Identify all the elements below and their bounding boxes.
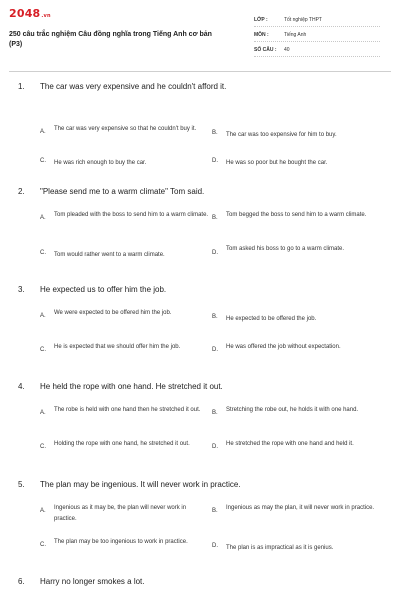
option-text: Tom pleaded with the boss to send him to a warm climate. xyxy=(54,212,209,218)
option-text: Tom would rather went to a warm climate. xyxy=(54,252,165,258)
option-text: He expected to be offered the job. xyxy=(226,316,317,322)
option-letter: D. xyxy=(212,543,218,549)
question-text: Harry no longer smokes a lot. xyxy=(40,577,145,586)
meta-question-count xyxy=(254,43,380,57)
meta-count-value: 40 xyxy=(284,47,290,53)
meta-subject-label: MÔN : xyxy=(254,32,269,38)
option-letter: B. xyxy=(212,314,218,320)
option-letter: A. xyxy=(40,313,46,319)
option-text: Tom begged the boss to send him to a warm climate. xyxy=(226,212,367,218)
meta-count-label: SỐ CÂU : xyxy=(254,47,277,53)
option-text: The car was very expensive so that he couldn't buy it. xyxy=(54,126,197,132)
option-letter: B. xyxy=(212,130,218,136)
question-text: He held the rope with one hand. He stretched it out. xyxy=(40,382,223,391)
question-number: 3. xyxy=(18,285,25,294)
meta-class xyxy=(254,13,380,27)
option-letter: D. xyxy=(212,158,218,164)
option-letter: C. xyxy=(40,158,46,164)
option-text: He is expected that we should offer him the job. xyxy=(54,344,181,350)
option-text: Tom asked his boss to go to a warm climate. xyxy=(226,246,345,252)
option-letter: A. xyxy=(40,410,46,416)
question-number: 1. xyxy=(18,82,25,91)
option-text: He was offered the job without expectation. xyxy=(226,344,341,350)
option-text: He was so poor but he bought the car. xyxy=(226,160,328,166)
option-text: We were expected to be offered him the job. xyxy=(54,310,172,316)
option-letter: D. xyxy=(212,444,218,450)
option-text: He stretched the rope with one hand and held it. xyxy=(226,441,354,447)
site-logo[interactable]: 2048.vn xyxy=(9,7,51,20)
option-letter: D. xyxy=(212,347,218,353)
document-title: 250 câu trắc nghiệm Câu đồng nghĩa trong Tiếng Anh cơ bản (P3) xyxy=(9,31,212,48)
question-text: He expected us to offer him the job. xyxy=(40,285,167,294)
option-text: Holding the rope with one hand, he stretched it out. xyxy=(54,441,190,447)
meta-class-value: Tốt nghiệp THPT xyxy=(284,17,322,23)
option-letter: C. xyxy=(40,444,46,450)
question-number: 6. xyxy=(18,577,25,586)
option-letter: B. xyxy=(212,410,218,416)
option-text: The plan may be too ingenious to work in practice. xyxy=(54,539,188,545)
meta-subject-value: Tiếng Anh xyxy=(284,32,307,38)
option-letter: B. xyxy=(212,508,218,514)
option-text: Ingenious as may the plan, it will never work in practice. xyxy=(226,505,375,511)
meta-class-label: LỚP : xyxy=(254,17,268,23)
option-letter: A. xyxy=(40,508,46,514)
question-number: 4. xyxy=(18,382,25,391)
option-text: Stretching the robe out, he holds it with one hand. xyxy=(226,407,359,413)
header-divider xyxy=(9,71,391,72)
option-text: The car was too expensive for him to buy. xyxy=(226,132,337,138)
option-letter: C. xyxy=(40,250,46,256)
question-number: 2. xyxy=(18,187,25,196)
question-text: The car was very expensive and he couldn't afford it. xyxy=(40,82,227,91)
question-text: The plan may be ingenious. It will never work in practice. xyxy=(40,480,241,489)
document-header xyxy=(0,0,400,70)
option-text: The robe is held with one hand then he stretched it out. xyxy=(54,407,201,413)
option-letter: A. xyxy=(40,129,46,135)
option-letter: B. xyxy=(212,215,218,221)
option-letter: C. xyxy=(40,347,46,353)
meta-subject xyxy=(254,28,380,42)
option-text: He was rich enough to buy the car. xyxy=(54,160,147,166)
question-text: "Please send me to a warm climate" Tom said. xyxy=(40,187,205,196)
option-letter: A. xyxy=(40,215,46,221)
option-text: Ingenious as it may be, the plan will never work in practice. xyxy=(54,505,187,522)
option-text: The plan is as impractical as it is genius. xyxy=(226,545,334,551)
question-number: 5. xyxy=(18,480,25,489)
option-letter: C. xyxy=(40,542,46,548)
option-letter: D. xyxy=(212,250,218,256)
